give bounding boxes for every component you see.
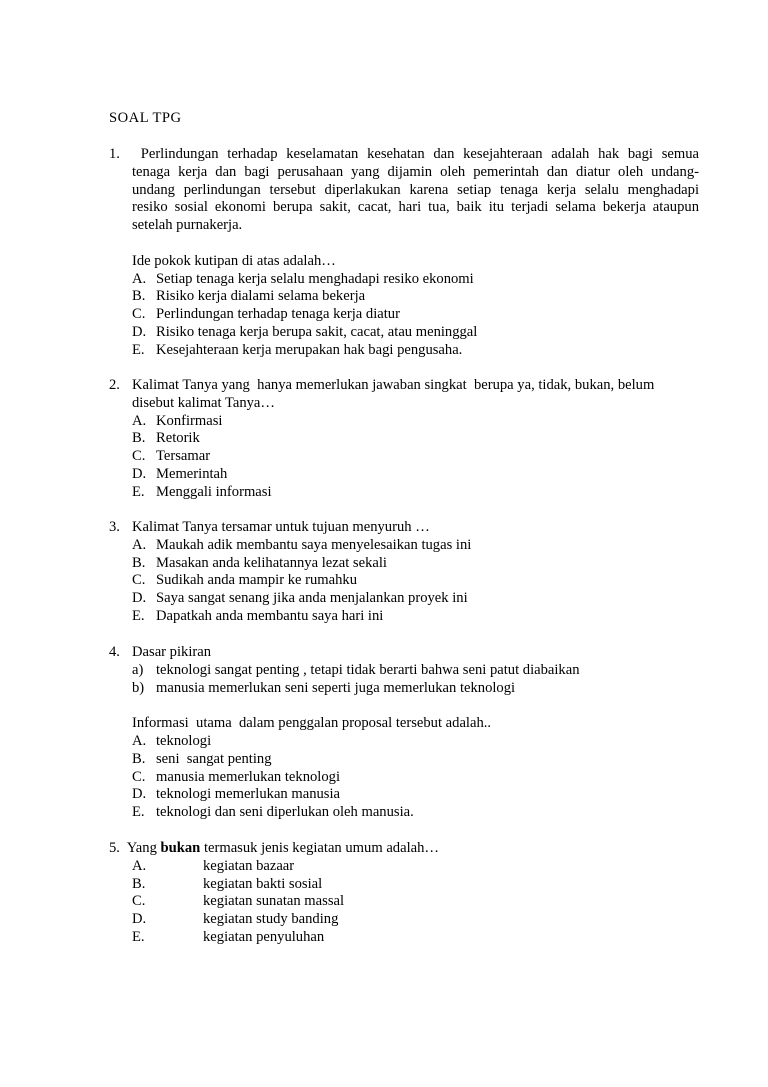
option-text: Perlindungan terhadap tenaga kerja diatur: [156, 306, 400, 323]
option-b[interactable]: [109, 288, 699, 306]
option-label: C.: [132, 768, 146, 785]
option-label: D.: [132, 590, 147, 607]
question-number: 5.: [109, 840, 120, 856]
option-text: Saya sangat senang jika anda menjalankan proyek ini: [156, 590, 468, 607]
option-label: E.: [132, 607, 145, 624]
premise-a: [109, 662, 699, 680]
option-label: E.: [132, 341, 145, 358]
option-text: teknologi dan seni diperlukan oleh manusia.: [156, 804, 414, 821]
option-e[interactable]: [109, 484, 699, 502]
option-label: E.: [132, 483, 145, 500]
question-1-text: [109, 146, 699, 235]
option-label: C.: [132, 448, 146, 465]
option-text: Risiko kerja dialami selama bekerja: [156, 288, 366, 305]
option-text: kegiatan study banding: [203, 911, 339, 928]
option-label: D.: [132, 465, 147, 482]
option-label: A.: [132, 270, 147, 287]
question-3: [109, 519, 699, 626]
option-text: Masakan anda kelihatannya lezat sekali: [156, 554, 387, 571]
option-c[interactable]: [109, 572, 699, 590]
option-c[interactable]: [109, 769, 699, 787]
option-c[interactable]: [109, 893, 699, 911]
option-e[interactable]: [109, 342, 699, 360]
option-label: A.: [132, 857, 147, 874]
option-text: seni sangat penting: [156, 750, 272, 767]
option-b[interactable]: [109, 555, 699, 573]
option-text: Risiko tenaga kerja berupa sakit, cacat, atau meninggal: [156, 323, 478, 340]
premise-b: [109, 680, 699, 698]
page-title: SOAL TPG: [109, 110, 182, 126]
option-label: A.: [132, 412, 147, 429]
option-d[interactable]: [109, 466, 699, 484]
premise-label: a): [132, 661, 144, 678]
premise-text: teknologi sangat penting , tetapi tidak berarti bahwa seni patut diabaikan: [156, 661, 580, 678]
question-2: [109, 377, 699, 502]
question-prompt: Informasi utama dalam penggalan proposal tersebut adalah..: [132, 715, 492, 732]
option-text: teknologi memerlukan manusia: [156, 786, 340, 803]
question-number: 4.: [109, 644, 120, 660]
question-number: 1.: [109, 146, 120, 162]
option-label: B.: [132, 554, 146, 571]
option-text: manusia memerlukan teknologi: [156, 768, 340, 785]
option-label: E.: [132, 928, 145, 945]
option-e[interactable]: [109, 608, 699, 626]
question-line: resiko sosial ekonomi berupa sakit, cacat, hari tua, baik itu terjadi selama bekerja ataupun: [132, 199, 699, 216]
option-d[interactable]: [109, 590, 699, 608]
question-line: Perlindungan terhadap keselamatan kesehatan dan kesejahteraan adalah hak bagi semua: [132, 146, 699, 162]
option-text: kegiatan bakti sosial: [203, 875, 323, 892]
question-line: Dasar pikiran: [132, 644, 212, 660]
option-b[interactable]: [109, 430, 699, 448]
option-a[interactable]: [109, 271, 699, 289]
option-label: D.: [132, 911, 147, 928]
option-label: A.: [132, 732, 147, 749]
option-label: E.: [132, 804, 145, 821]
premise-text: manusia memerlukan seni seperti juga memerlukan teknologi: [156, 679, 516, 696]
question-line: Kalimat Tanya yang hanya memerlukan jawaban singkat berupa ya, tidak, bukan, belum: [132, 377, 655, 393]
option-text: Sudikah anda mampir ke rumahku: [156, 572, 358, 589]
option-label: B.: [132, 875, 146, 892]
option-label: C.: [132, 306, 146, 323]
option-text: Memerintah: [156, 465, 228, 482]
option-e[interactable]: [109, 804, 699, 822]
option-text: Retorik: [156, 430, 200, 447]
option-text: kegiatan penyuluhan: [203, 928, 325, 945]
premise-label: b): [132, 679, 145, 696]
option-label: B.: [132, 288, 146, 305]
option-text: Tersamar: [156, 448, 211, 465]
question-line: disebut kalimat Tanya…: [132, 394, 275, 411]
option-label: D.: [132, 786, 147, 803]
option-d[interactable]: [109, 324, 699, 342]
option-text: Maukah adik membantu saya menyelesaikan tugas ini: [156, 536, 472, 553]
option-a[interactable]: [109, 733, 699, 751]
question-line: tenaga kerja dan bagi perusahaan yang dijamin oleh pemerintah dan diatur oleh undang-: [132, 163, 699, 180]
option-b[interactable]: [109, 751, 699, 769]
option-text: kegiatan bazaar: [203, 857, 295, 874]
question-text-pre: Yang: [126, 840, 161, 856]
option-label: A.: [132, 536, 147, 553]
option-a[interactable]: [109, 537, 699, 555]
question-5: [109, 840, 699, 947]
option-label: D.: [132, 323, 147, 340]
option-text: Menggali informasi: [156, 483, 272, 500]
question-prompt: Ide pokok kutipan di atas adalah…: [132, 252, 336, 269]
question-1: [109, 146, 699, 360]
option-text: Konfirmasi: [156, 412, 223, 429]
question-5-text: [109, 840, 699, 858]
question-text-post: termasuk jenis kegiatan umum adalah…: [200, 840, 439, 856]
option-c[interactable]: [109, 306, 699, 324]
option-text: Setiap tenaga kerja selalu menghadapi resiko ekonomi: [156, 270, 474, 287]
question-line: Kalimat Tanya tersamar untuk tujuan menyuruh …: [132, 519, 430, 535]
question-number: 3.: [109, 519, 120, 535]
option-label: C.: [132, 572, 146, 589]
question-emphasis: bukan: [160, 840, 201, 856]
option-text: teknologi: [156, 732, 212, 749]
option-e[interactable]: [109, 929, 699, 947]
option-label: B.: [132, 430, 146, 447]
option-b[interactable]: [109, 876, 699, 894]
question-4: [109, 644, 699, 822]
question-number: 2.: [109, 377, 120, 393]
option-a[interactable]: [109, 413, 699, 431]
option-a[interactable]: [109, 858, 699, 876]
option-c[interactable]: [109, 448, 699, 466]
question-4-text: [109, 644, 699, 662]
question-3-text: [109, 519, 699, 537]
option-label: C.: [132, 893, 146, 910]
option-text: kegiatan sunatan massal: [203, 893, 345, 910]
option-d[interactable]: [109, 911, 699, 929]
question-line: undang perlindungan tersebut diperlakukan karena setiap tenaga kerja selalu menghadapi: [132, 181, 699, 198]
option-text: Dapatkah anda membantu saya hari ini: [156, 607, 384, 624]
question-line: setelah purnakerja.: [132, 217, 243, 234]
question-2-text: [109, 377, 699, 413]
option-text: Kesejahteraan kerja merupakan hak bagi pengusaha.: [156, 341, 463, 358]
option-d[interactable]: [109, 786, 699, 804]
option-label: B.: [132, 750, 146, 767]
